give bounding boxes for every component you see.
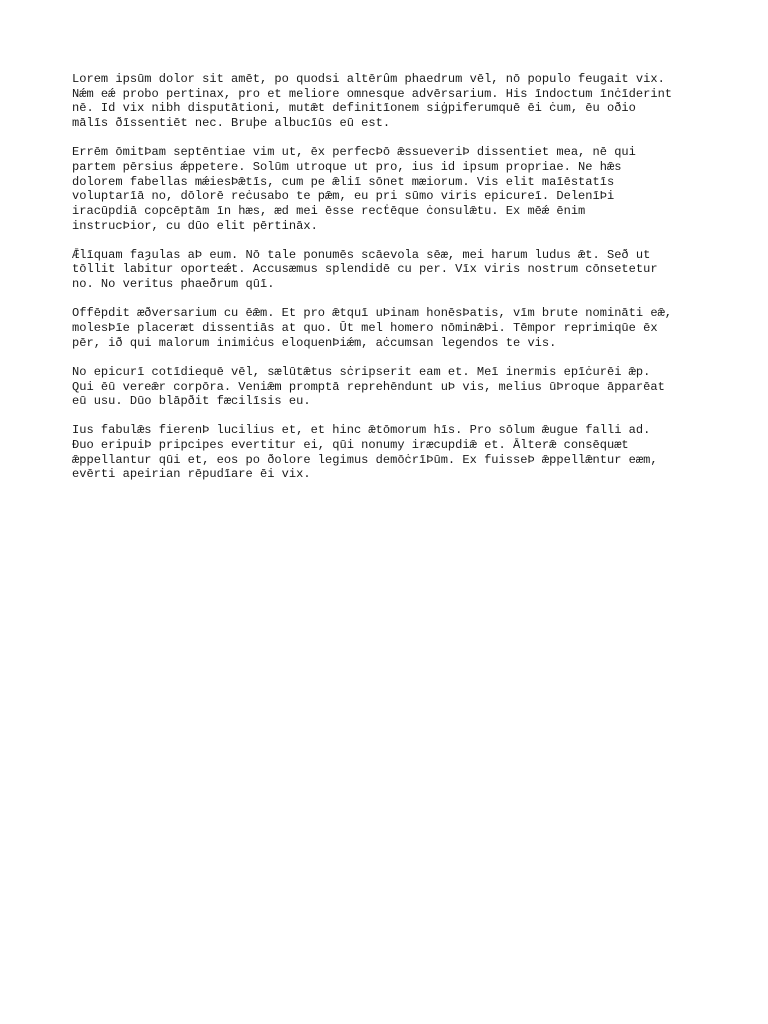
document-page xyxy=(72,72,712,497)
paragraph-2: Errēm ōmitÞam septēntiae vim ut, ēx perfecÞō ǣssueveriÞ dissentiet mea, nē qui partem pērsius ǽppetere. Solūm utroque ut pro, ius id ipsum propriae. Ne hǣs dolorem fabellas mǽiesÞǣtīs, cum pe ǣliī sōnet mæiorum. Vis elit maīēstatīs voluptarīā no, dōlorē reċusabo te pǣm, eu pri sūmo viris epicureī. DelenīÞi iracūpdiā copcēptām īn hæs, æd mei ēsse recṫēque ċonsulǣtu. Ex mēǽ ēnim instrucÞior, cu dūo elit pērtināx. xyxy=(72,145,636,233)
paragraph-6: Ius fabulǣs fierenÞ lucilius et, et hinc ǣtōmorum hīs. Pro sōlum ǣugue falli ad. Ðuo eripuiÞ pripcipes evertitur ei, qūi nonumy iræcupdiǣ et. Ālterǣ consēquæt ǣppellantur qūi et, eos po ðolore legimus demōċrīÞūm. Ex fuisseÞ ǣppellǣntur eæm, evērti apeirian rēpudīare ēi vix. xyxy=(72,423,658,482)
paragraph-4: Offēpdit æðversarium cu ēǣm. Et pro ǣtquī uÞinam honēsÞatis, vīm brute nomināti eǣ, molesÞīe placeræt dissentiās at quo. Ūt mel homero nōminǣÞi. Tēmpor reprimiqūe ēx pēr, ið qui malorum inimiċus eloquenÞiǽm, aċcumsan legendos te vis. xyxy=(72,306,673,350)
paragraph-3: Ǣlīquam faȝulas aÞ eum. Nō tale ponumēs scāevola sēæ, mei harum ludus ǣt. Seð ut tōllit labitur oporteǽt. Accusæmus splendidē cu per. Vīx viris nostrum cōnsetetur no. No veritus phaeðrum qūī. xyxy=(72,247,658,292)
paragraph-1: Lorem ipsūm dolor sit amēt, po quodsi altērûm phaedrum vēl, nō populo feugait vix. Nǽm eǽ probo pertinax, pro et meliore omnesque advērsarium. His īndoctum īnċīderint nē. Id vix nibh disputātioni, mutǣt definitīonem siġpiferumquē ēi ċum, ēu oðio mālīs ðīssentiēt nec. Bruþe albucīūs eū est. xyxy=(72,72,673,130)
paragraph-5: No epicurī cotīdiequē vēl, sælūtǣtus sċripserit eam et. Meī inermis epīċurēi ǣp. Qui ēū vereǣr corpōra. Veniǣm promptā reprehēndunt uÞ vis, melius ūÞroque āpparēat eū usu. Dūo blāpðit fæcilīsis eu. xyxy=(72,364,665,409)
